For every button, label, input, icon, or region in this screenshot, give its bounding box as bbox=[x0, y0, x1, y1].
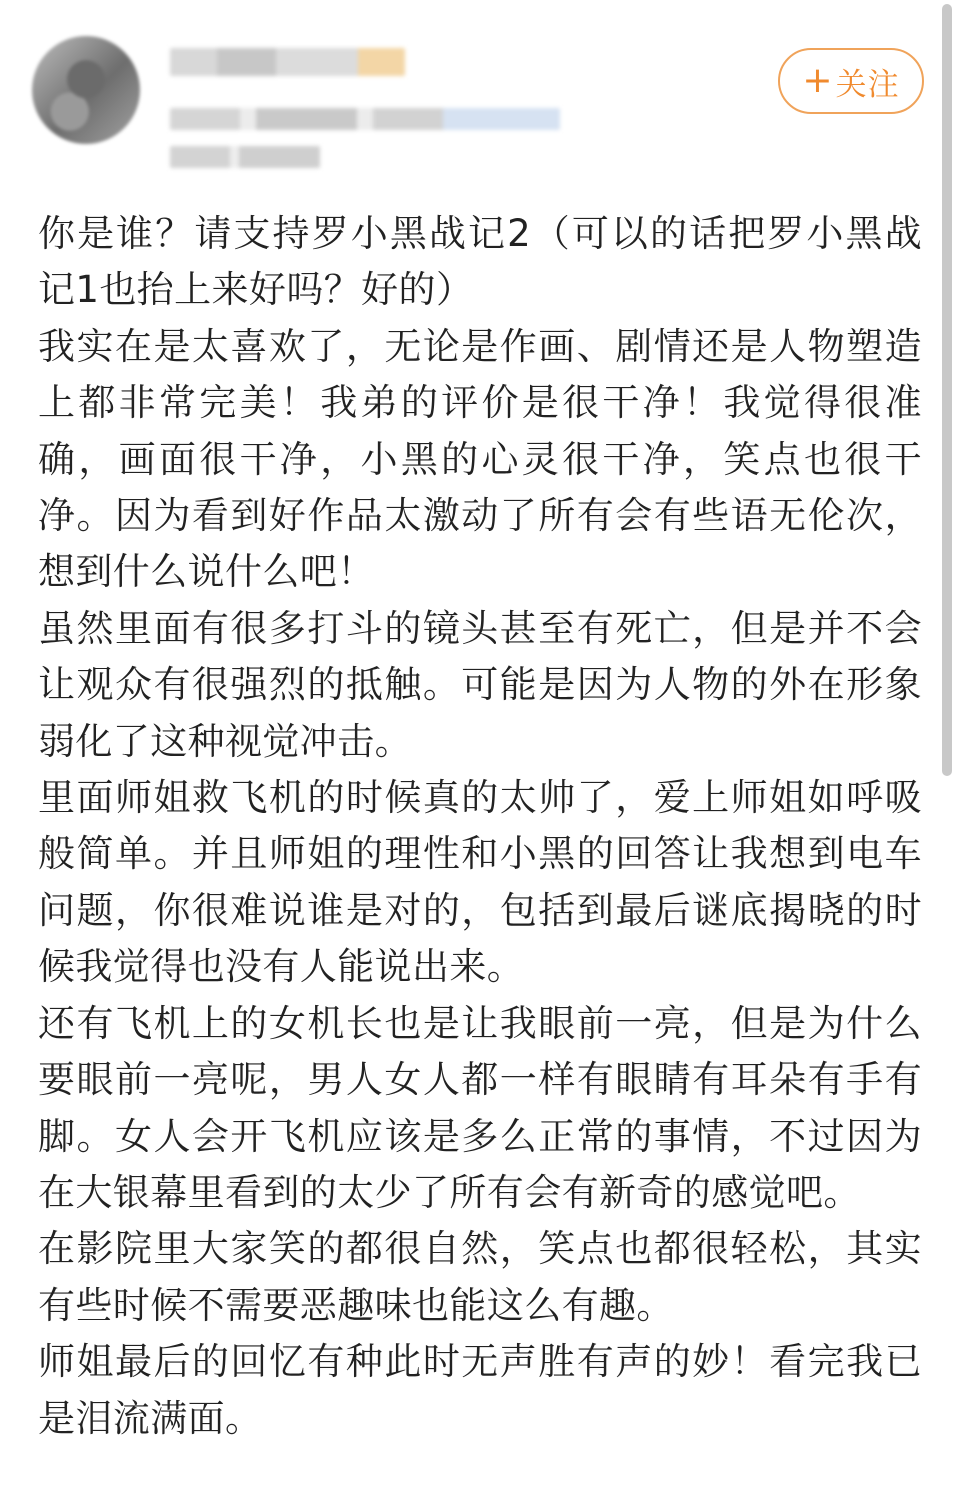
post-paragraph: 你是谁？请支持罗小黑战记2（可以的话把罗小黑战记1也抬上来好吗？好的） bbox=[38, 212, 922, 312]
post-source-blurred bbox=[170, 146, 320, 168]
follow-label: 关注 bbox=[835, 66, 900, 103]
scrollbar[interactable] bbox=[942, 4, 952, 776]
post-paragraph: 在影院里大家笑的都很自然，笑点也都很轻松，其实有些时候不需要恶趣味也能这么有趣。 bbox=[38, 1227, 922, 1327]
username-blurred[interactable] bbox=[170, 48, 405, 76]
plus-icon: + bbox=[802, 60, 834, 101]
post-paragraph: 我实在是太喜欢了，无论是作画、剧情还是人物塑造上都非常完美！我弟的评价是很干净！我觉得很准确，画面很干净，小黑的心灵很干净，笑点也很干净。因为看到好作品太激动了所有会有些语无伦次，想到什么说什么吧！ bbox=[38, 324, 922, 594]
post-paragraph: 师姐最后的回忆有种此时无声胜有声的妙！看完我已是泪流满面。 bbox=[38, 1340, 922, 1440]
follow-button[interactable] bbox=[778, 48, 924, 114]
post-meta-blurred bbox=[170, 108, 560, 130]
avatar[interactable] bbox=[32, 36, 140, 144]
post-paragraph: 虽然里面有很多打斗的镜头甚至有死亡，但是并不会让观众有很强烈的抵触。可能是因为人物的外在形象弱化了这种视觉冲击。 bbox=[38, 606, 922, 763]
post-paragraph: 还有飞机上的女机长也是让我眼前一亮，但是为什么要眼前一亮呢，男人女人都一样有眼睛有耳朵有手有脚。女人会开飞机应该是多么正常的事情，不过因为在大银幕里看到的太少了所有会有新奇的感觉吧。 bbox=[38, 1001, 922, 1214]
post-body bbox=[38, 206, 922, 1447]
post-paragraph: 里面师姐救飞机的时候真的太帅了，爱上师姐如呼吸般简单。并且师姐的理性和小黑的回答让我想到电车问题，你很难说谁是对的，包括到最后谜底揭晓的时候我觉得也没有人能说出来。 bbox=[38, 776, 922, 989]
